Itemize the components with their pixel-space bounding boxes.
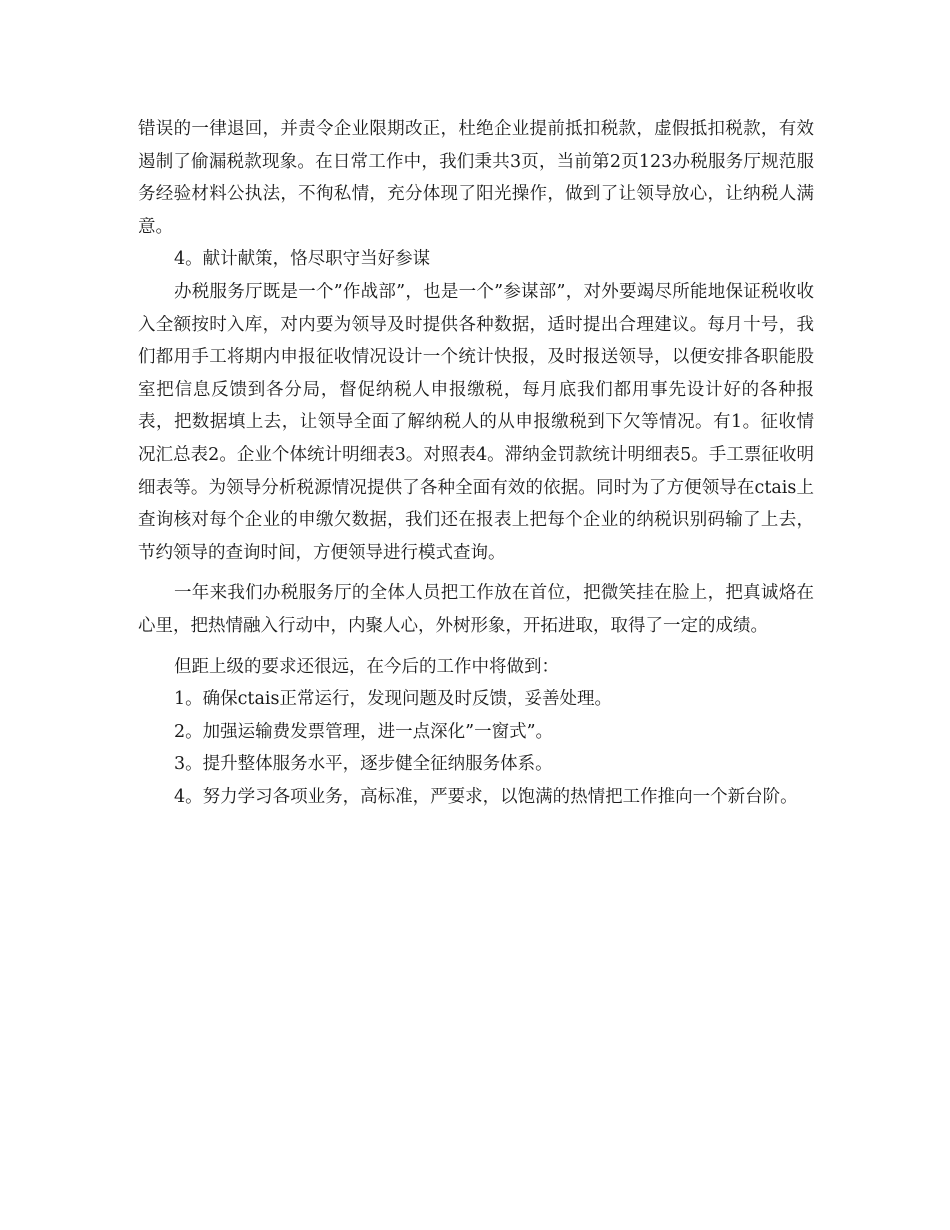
paragraph-summary: 一年来我们办税服务厅的全体人员把工作放在首位，把微笑挂在脸上，把真诚烙在心里，把热情融入行动中，内聚人心，外树形象，开拓进取，取得了一定的成绩。 xyxy=(138,583,814,636)
document-body xyxy=(138,113,814,813)
section-heading: 4。献计献策，恪尽职守当好参谋 xyxy=(174,249,431,270)
list-item-3: 3。提升整体服务水平，逐步健全征纳服务体系。 xyxy=(174,754,553,775)
list-item-1: 1。确保ctais正常运行，发现问题及时反馈，妥善处理。 xyxy=(174,689,612,710)
paragraph-outlook: 但距上级的要求还很远，在今后的工作中将做到： xyxy=(174,656,559,677)
paragraph-reporting: 办税服务厅既是一个”作战部”，也是一个”参谋部”，对外要竭尽所能地保证税收收入全额按时入库，对内要为领导及时提供各种数据，适时提出合理建议。每月十号，我们都用手工将期内申报征收情况设计一个统计快报，及时报送领导，以便安排各职能股室把信息反馈到各分局，督促纳税人申报缴税，每月底我们都用事先设计好的各种报表，把数据填上去，让领导全面了解纳税人的从申报缴税到下欠等情况。有1。征收情况汇总表2。企业个体统计明细表3。对照表4。滞纳金罚款统计明细表5。手工票征收明细表等。为领导分析税源情况提供了各种全面有效的依据。同时为了方便领导在ctais上查询核对每个企业的申缴欠数据，我们还在报表上把每个企业的纳税识别码输了上去，节约领导的查询时间，方便领导进行模式查询。 xyxy=(138,281,814,563)
list-item-2: 2。加强运输费发票管理，进一点深化”一窗式”。 xyxy=(174,721,554,742)
list-item-4: 4。努力学习各项业务，高标准，严要求，以饱满的热情把工作推向一个新台阶。 xyxy=(174,786,798,807)
paragraph-continuation: 错误的一律退回，并责令企业限期改正，杜绝企业提前抵扣税款，虚假抵扣税款，有效遏制了偷漏税款现象。在日常工作中，我们秉共3页，当前第2页123办税服务厅规范服务经验材料公执法，不徇私情，充分体现了阳光操作，做到了让领导放心，让纳税人满意。 xyxy=(138,119,814,237)
